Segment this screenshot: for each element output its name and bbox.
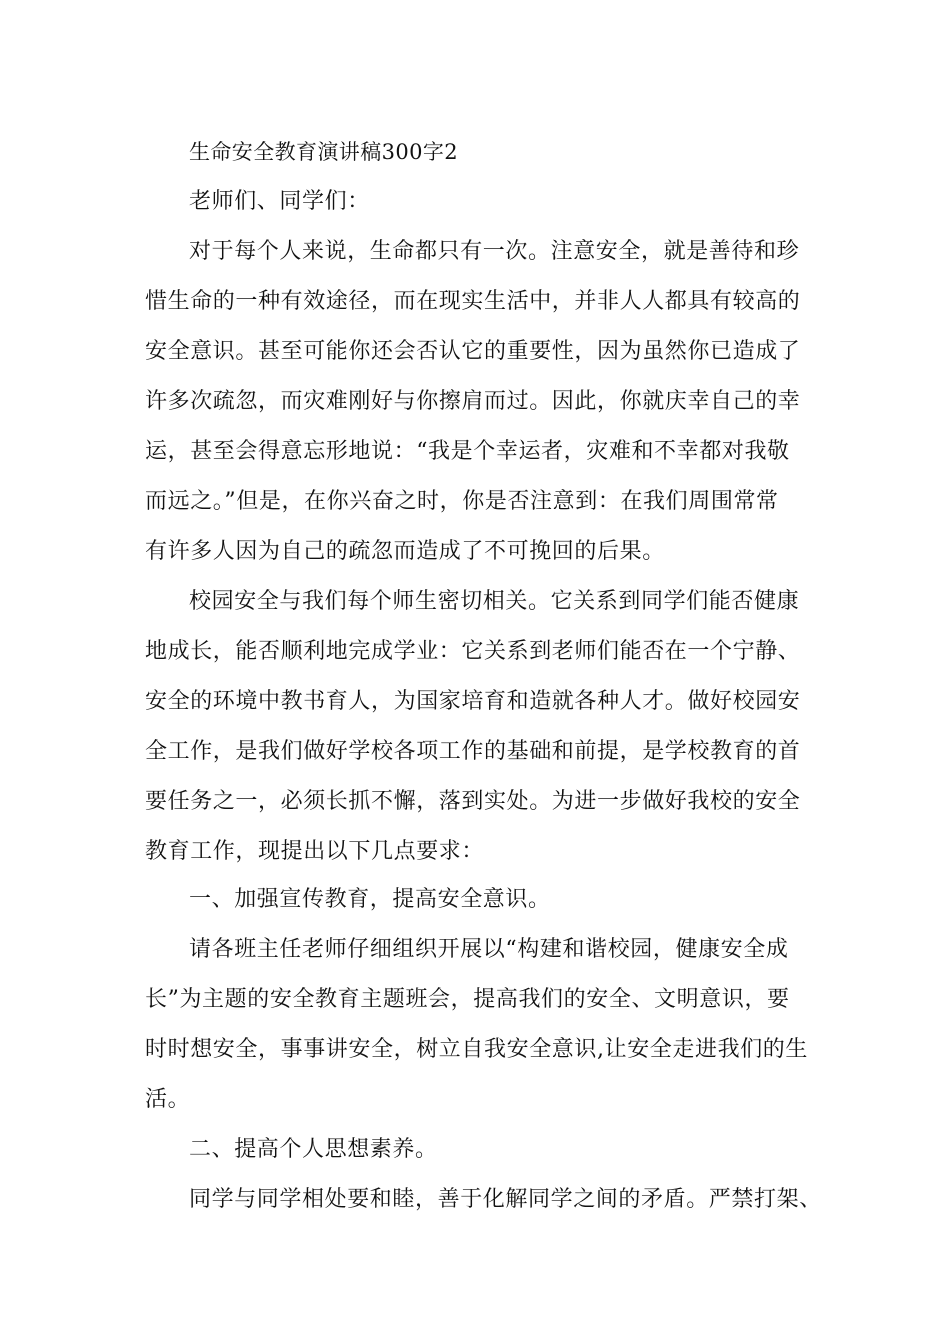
document-title: 生命安全教育演讲稿300字2 — [189, 140, 459, 164]
paragraph-line: 长”为主题的安全教育主题班会，提高我们的安全、文明意识，要 — [145, 987, 790, 1012]
paragraph-line: 惜生命的一种有效途径，而在现实生活中，并非人人都具有较高的 — [145, 289, 801, 314]
paragraph-line: 安全的环境中教书育人，为国家培育和造就各种人才。做好校园安 — [145, 689, 801, 714]
section-heading-1: 一、加强宣传教育，提高安全意识。 — [189, 887, 551, 912]
paragraph-line: 对于每个人来说，生命都只有一次。注意安全，就是善待和珍 — [189, 239, 800, 264]
paragraph-line: 地成长，能否顺利地完成学业：它关系到老师们能否在一个宁静、 — [145, 639, 801, 664]
greeting: 老师们、同学们： — [189, 189, 370, 214]
paragraph-line: 活。 — [145, 1087, 191, 1112]
paragraph-line: 时时想安全，事事讲安全，树立自我安全意识,让安全走进我们的生 — [145, 1037, 808, 1062]
paragraph-line: 运，甚至会得意忘形地说：“我是个幸运者，灾难和不幸都对我敬 — [145, 439, 790, 464]
paragraph-line: 而远之。”但是，在你兴奋之时，你是否注意到：在我们周围常常 — [145, 489, 779, 514]
paragraph-line: 同学与同学相处要和睦，善于化解同学之间的矛盾。严禁打架、 — [189, 1187, 822, 1212]
paragraph-line: 教育工作，现提出以下几点要求： — [145, 839, 485, 864]
paragraph-line: 校园安全与我们每个师生密切相关。它关系到同学们能否健康 — [189, 589, 800, 614]
paragraph-line: 安全意识。甚至可能你还会否认它的重要性，因为虽然你已造成了 — [145, 339, 801, 364]
section-heading-2: 二、提高个人思想素养。 — [189, 1137, 438, 1162]
paragraph-line: 全工作，是我们做好学校各项工作的基础和前提，是学校教育的首 — [145, 739, 801, 764]
paragraph-line: 有许多人因为自己的疏忽而造成了不可挽回的后果。 — [145, 539, 665, 564]
paragraph-line: 要任务之一，必须长抓不懈，落到实处。为进一步做好我校的安全 — [145, 789, 801, 814]
paragraph-line: 请各班主任老师仔细组织开展以“构建和谐校园，健康安全成 — [189, 937, 789, 962]
paragraph-line: 许多次疏忽，而灾难刚好与你擦肩而过。因此，你就庆幸自己的幸 — [145, 389, 801, 414]
